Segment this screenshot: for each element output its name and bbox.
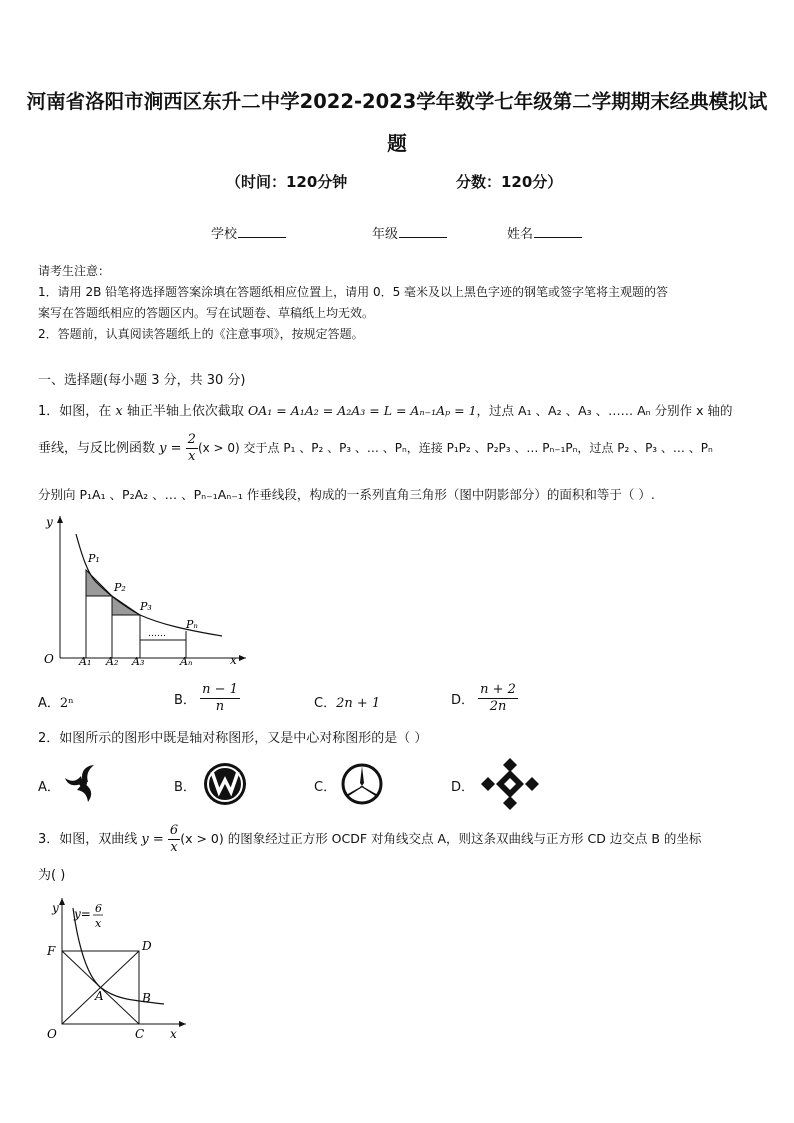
q1-line-1 xyxy=(38,400,732,419)
q2-option-a-label[interactable]: A． xyxy=(38,780,60,795)
label-eq-num: 6 xyxy=(95,902,102,915)
option-label: C． xyxy=(314,696,337,711)
q2-option-b-vw-logo-icon[interactable] xyxy=(202,762,248,806)
q2-text: 2．如图所示的图形中既是轴对称图形，又是中心对称图形的是（ ） xyxy=(38,731,428,746)
option-label: D． xyxy=(451,693,475,708)
exam-time: （时间：120分钟 xyxy=(226,173,348,191)
q1-figure xyxy=(36,512,250,672)
grade-label: 年级 xyxy=(372,227,399,242)
name-blank[interactable] xyxy=(534,225,582,238)
q2-option-a-pinwheel-icon[interactable] xyxy=(64,762,102,804)
label-A3: A₃ xyxy=(132,655,145,668)
option-value: 2ⁿ xyxy=(59,696,74,711)
fraction-den: n xyxy=(215,699,225,714)
label-y: y xyxy=(46,515,53,529)
q1-func-y: y = xyxy=(159,441,182,456)
notice-heading: 请考生注意： xyxy=(38,264,111,278)
q1-option-a[interactable] xyxy=(38,692,74,711)
label-x: x xyxy=(230,653,237,667)
notice-item-2: 2．答题前，认真阅读答题纸上的《注意事项》，按规定答题。 xyxy=(38,327,364,341)
q3-line-1 xyxy=(38,823,701,856)
q3-fraction xyxy=(168,823,180,856)
q2-option-c-mercedes-logo-icon[interactable] xyxy=(340,762,384,806)
q1-text: ，过点 A₁ 、A₂ 、A₃ 、…… Aₙ 分别作 x 轴的 xyxy=(476,403,733,418)
q3-line-2: 为( ) xyxy=(38,868,66,883)
section-heading: 一、选择题(每小题 3 分，共 30 分) xyxy=(38,373,246,388)
label-x: x xyxy=(170,1027,177,1041)
label-D: D xyxy=(142,939,152,953)
label-P1: P₁ xyxy=(88,552,100,565)
label-O: O xyxy=(47,1027,57,1041)
label-y: y xyxy=(52,901,59,915)
q1-text: 轴正半轴上依次截取 xyxy=(122,404,249,419)
q1-line-3: 分别向 P₁A₁ 、P₂A₂ 、… 、Pₙ₋₁Aₙ₋₁ 作垂线段，构成的一系列直角三角形（图中阴影部分）的面积和等于（ ）. xyxy=(38,487,655,502)
notice-item-1-line-1: 1．请用 2B 铅笔将选择题答案涂填在答题纸相应位置上，请用 0．5 毫米及以上黑色字迹的钢笔或签字笔将主观题的答 xyxy=(38,285,669,299)
label-Pn: Pₙ xyxy=(186,618,198,631)
name-field xyxy=(507,223,582,242)
q3-fraction-den: x xyxy=(170,840,178,855)
label-A2: A₂ xyxy=(106,655,119,668)
label-eq-y: y= xyxy=(74,907,91,921)
label-An: Aₙ xyxy=(180,655,193,668)
q1-text: (x > 0) 交于点 P₁ 、P₂ 、P₃ 、… 、Pₙ，连接 P₁P₂ 、P₂P₃ 、… Pₙ₋₁Pₙ，过点 P₂ 、P₃ 、… 、Pₙ xyxy=(197,441,713,455)
q1-option-b[interactable] xyxy=(174,682,240,715)
label-A1: A₁ xyxy=(79,655,92,668)
y-axis-arrow-icon xyxy=(59,898,65,905)
q1-var-x: x xyxy=(115,404,123,419)
option-label: B． xyxy=(174,693,196,708)
page-title: 河南省洛阳市涧西区东升二中学2022-2023学年数学七年级第二学期期末经典模拟试 xyxy=(26,90,768,113)
label-dots: …… xyxy=(148,629,166,639)
notice-block xyxy=(38,261,762,345)
q1-fraction-den: x xyxy=(188,449,196,464)
q2-option-d-label[interactable]: D． xyxy=(451,780,475,795)
q1-fraction xyxy=(186,432,198,465)
q3-figure xyxy=(40,894,190,1044)
q3-text: (x > 0) 的图象经过正方形 OCDF 对角线交点 A，则这条双曲线与正方形 CD 边交点 B 的坐标 xyxy=(180,831,702,846)
label-A: A xyxy=(95,989,104,1003)
q2-option-b-label[interactable]: B． xyxy=(174,780,196,795)
name-label: 姓名 xyxy=(507,227,534,242)
q2-option-c-label[interactable]: C． xyxy=(314,780,337,795)
q3-text: 3．如图，双曲线 xyxy=(38,832,142,847)
fraction-den: 2n xyxy=(489,699,507,714)
hyperbola-curve xyxy=(73,908,164,1004)
option-fraction xyxy=(200,682,240,715)
label-F: F xyxy=(47,944,56,958)
option-fraction xyxy=(478,682,518,715)
label-P2: P₂ xyxy=(114,581,126,594)
notice-item-1-line-2: 案写在答题纸相应的答题区内。写在试题卷、草稿纸上均无效。 xyxy=(38,306,375,320)
label-O: O xyxy=(44,652,54,666)
grade-blank[interactable] xyxy=(399,225,447,238)
label-B: B xyxy=(142,991,151,1005)
option-label: A． xyxy=(38,696,60,711)
q1-option-d[interactable] xyxy=(451,682,518,715)
fraction-num: n + 2 xyxy=(480,682,516,697)
q1-line-2 xyxy=(38,432,713,465)
label-C: C xyxy=(135,1027,145,1041)
fraction-num: n − 1 xyxy=(202,682,238,697)
q1-text: 垂线，与反比例函数 xyxy=(38,441,160,456)
school-label: 学校 xyxy=(211,227,238,242)
school-blank[interactable] xyxy=(238,225,286,238)
q3-func-y: y = xyxy=(141,832,164,847)
page-title-continuation: 题 xyxy=(387,132,407,155)
exam-score: 分数：120分） xyxy=(456,173,563,191)
q1-option-c[interactable] xyxy=(314,692,380,711)
grade-field xyxy=(372,223,447,242)
label-eq-den: x xyxy=(95,917,102,930)
q1-text: 1．如图，在 xyxy=(38,404,116,419)
option-value: 2n + 1 xyxy=(336,696,381,711)
school-field xyxy=(211,223,286,242)
q3-fraction-num: 6 xyxy=(169,823,179,838)
x-axis-arrow-icon xyxy=(179,1021,186,1027)
y-axis-arrow-icon xyxy=(57,516,63,523)
q1-formula: OA₁ = A₁A₂ = A₂A₃ = L = Aₙ₋₁Aₚ = 1 xyxy=(248,403,477,418)
x-axis-arrow-icon xyxy=(239,655,246,661)
q2-option-d-diamond-cross-icon[interactable] xyxy=(480,756,540,812)
label-P3: P₃ xyxy=(140,600,152,613)
q1-fraction-num: 2 xyxy=(187,432,196,447)
